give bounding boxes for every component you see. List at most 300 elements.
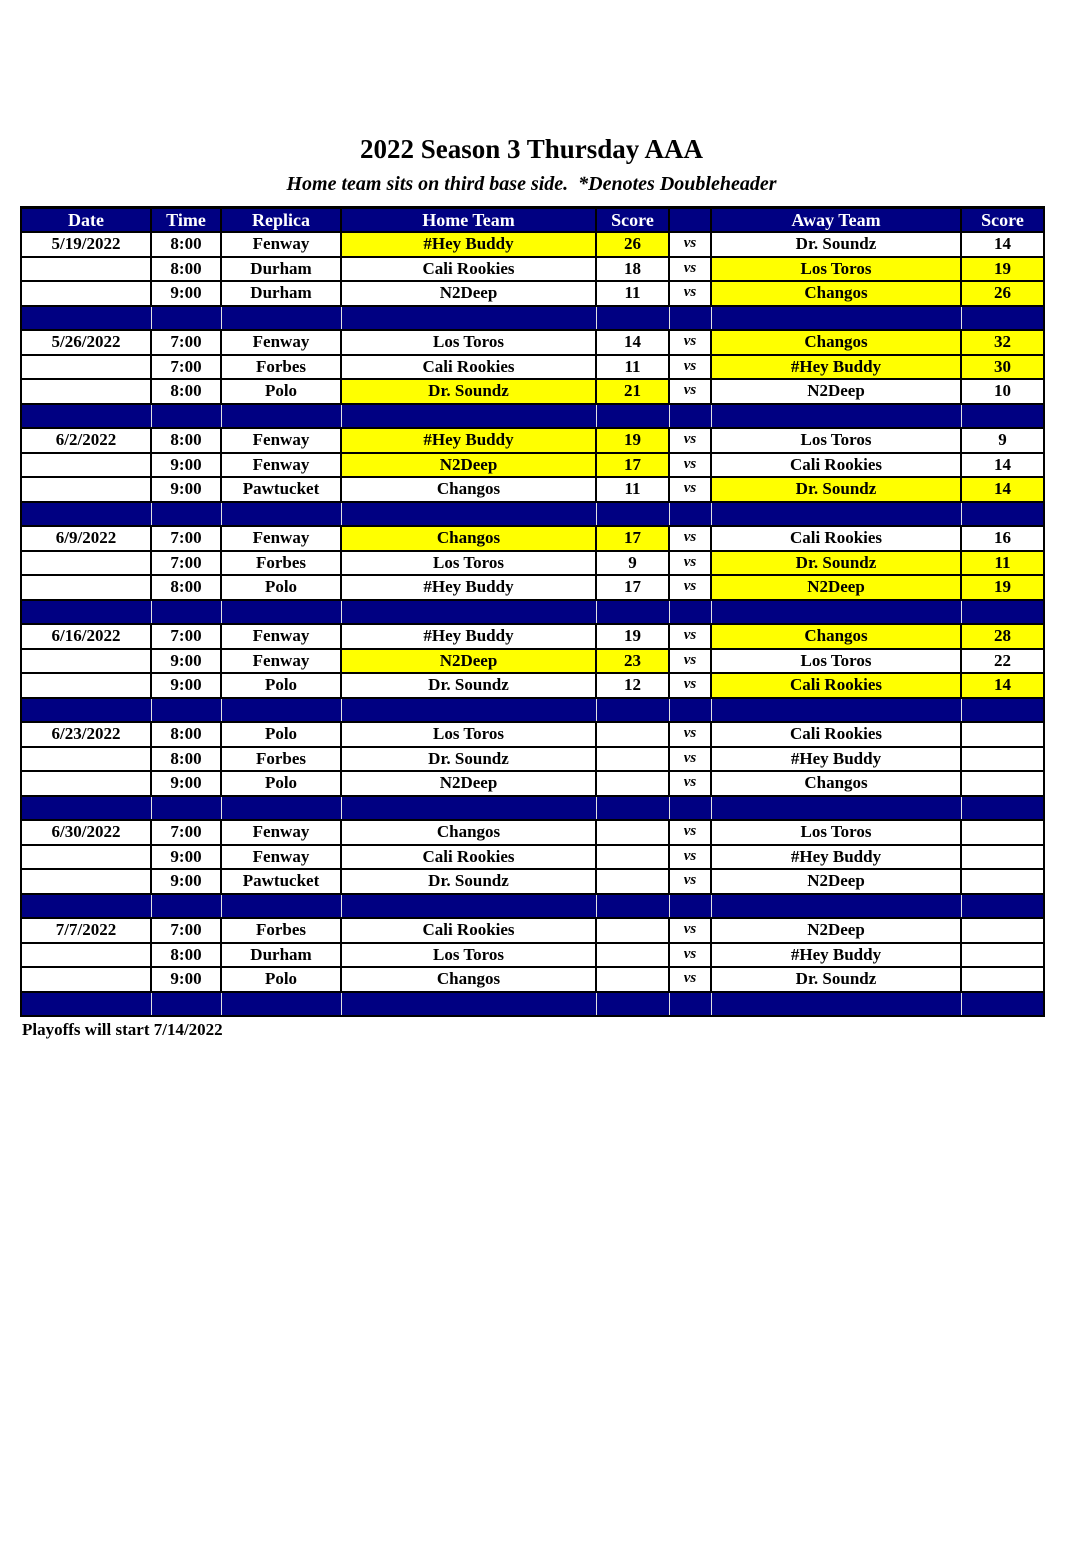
vs-cell: vs: [669, 575, 711, 600]
home-score-cell: 21: [596, 379, 669, 404]
home-score-cell: 26: [596, 232, 669, 257]
separator-cell: [221, 502, 341, 527]
replica-cell: Polo: [221, 771, 341, 796]
vs-cell: vs: [669, 453, 711, 478]
separator-cell: [151, 600, 221, 625]
time-cell: 9:00: [151, 281, 221, 306]
separator-row: [21, 600, 1044, 625]
away-team-cell: Los Toros: [711, 257, 961, 282]
column-header-away-score: Score: [961, 208, 1044, 233]
separator-cell: [961, 698, 1044, 723]
time-cell: 9:00: [151, 845, 221, 870]
game-row: [21, 526, 1044, 551]
separator-cell: [221, 404, 341, 429]
separator-cell: [151, 992, 221, 1017]
replica-cell: Forbes: [221, 551, 341, 576]
home-score-cell: [596, 771, 669, 796]
away-score-cell: [961, 747, 1044, 772]
game-row: [21, 943, 1044, 968]
home-score-cell: [596, 869, 669, 894]
game-row: [21, 869, 1044, 894]
away-score-cell: [961, 722, 1044, 747]
home-team-cell: N2Deep: [341, 281, 596, 306]
away-score-cell: 16: [961, 526, 1044, 551]
separator-row: [21, 502, 1044, 527]
time-cell: 7:00: [151, 820, 221, 845]
separator-row: [21, 306, 1044, 331]
home-team-cell: #Hey Buddy: [341, 624, 596, 649]
date-cell: 5/26/2022: [21, 330, 151, 355]
game-row: [21, 747, 1044, 772]
replica-cell: Fenway: [221, 330, 341, 355]
document-header: [20, 133, 1043, 197]
home-team-cell: Cali Rookies: [341, 845, 596, 870]
away-score-cell: [961, 918, 1044, 943]
schedule-table-body: [21, 232, 1044, 1016]
home-team-cell: Changos: [341, 477, 596, 502]
separator-cell: [21, 502, 151, 527]
time-cell: 9:00: [151, 649, 221, 674]
separator-cell: [669, 992, 711, 1017]
time-cell: 9:00: [151, 673, 221, 698]
vs-cell: vs: [669, 379, 711, 404]
separator-cell: [711, 306, 961, 331]
separator-cell: [341, 894, 596, 919]
away-score-cell: 9: [961, 428, 1044, 453]
schedule-table: [20, 206, 1045, 1017]
separator-cell: [341, 404, 596, 429]
away-score-cell: 14: [961, 453, 1044, 478]
separator-cell: [151, 698, 221, 723]
away-score-cell: 32: [961, 330, 1044, 355]
separator-cell: [596, 502, 669, 527]
separator-cell: [961, 404, 1044, 429]
home-team-cell: Dr. Soundz: [341, 747, 596, 772]
separator-cell: [596, 894, 669, 919]
separator-cell: [596, 992, 669, 1017]
away-team-cell: Dr. Soundz: [711, 551, 961, 576]
separator-cell: [221, 894, 341, 919]
date-cell: 6/23/2022: [21, 722, 151, 747]
away-score-cell: [961, 943, 1044, 968]
away-score-cell: 28: [961, 624, 1044, 649]
away-score-cell: [961, 869, 1044, 894]
date-cell: [21, 771, 151, 796]
home-team-cell: N2Deep: [341, 771, 596, 796]
separator-cell: [961, 600, 1044, 625]
home-score-cell: 23: [596, 649, 669, 674]
date-cell: [21, 355, 151, 380]
separator-cell: [961, 306, 1044, 331]
separator-cell: [711, 698, 961, 723]
game-row: [21, 845, 1044, 870]
separator-cell: [961, 796, 1044, 821]
home-team-cell: Changos: [341, 526, 596, 551]
separator-cell: [711, 894, 961, 919]
separator-cell: [669, 306, 711, 331]
vs-cell: vs: [669, 845, 711, 870]
home-score-cell: 12: [596, 673, 669, 698]
away-score-cell: 14: [961, 673, 1044, 698]
replica-cell: Forbes: [221, 355, 341, 380]
replica-cell: Durham: [221, 943, 341, 968]
time-cell: 8:00: [151, 428, 221, 453]
home-team-cell: N2Deep: [341, 453, 596, 478]
vs-cell: vs: [669, 355, 711, 380]
vs-cell: vs: [669, 428, 711, 453]
time-cell: 8:00: [151, 379, 221, 404]
separator-cell: [669, 796, 711, 821]
away-team-cell: #Hey Buddy: [711, 747, 961, 772]
home-score-cell: 17: [596, 453, 669, 478]
away-team-cell: N2Deep: [711, 869, 961, 894]
separator-cell: [596, 796, 669, 821]
time-cell: 8:00: [151, 232, 221, 257]
separator-row: [21, 698, 1044, 723]
date-cell: [21, 673, 151, 698]
page-subtitle: Home team sits on third base side. *Denotes Doubleheader: [286, 173, 777, 195]
separator-cell: [711, 404, 961, 429]
vs-cell: vs: [669, 232, 711, 257]
separator-row: [21, 404, 1044, 429]
replica-cell: Fenway: [221, 649, 341, 674]
date-cell: 6/30/2022: [21, 820, 151, 845]
game-row: [21, 257, 1044, 282]
vs-cell: vs: [669, 967, 711, 992]
home-team-cell: Dr. Soundz: [341, 379, 596, 404]
home-score-cell: 19: [596, 428, 669, 453]
time-cell: 7:00: [151, 551, 221, 576]
game-row: [21, 918, 1044, 943]
separator-cell: [221, 600, 341, 625]
home-team-cell: Cali Rookies: [341, 355, 596, 380]
date-cell: 6/16/2022: [21, 624, 151, 649]
away-score-cell: [961, 845, 1044, 870]
separator-cell: [21, 404, 151, 429]
date-cell: [21, 281, 151, 306]
date-cell: [21, 649, 151, 674]
replica-cell: Fenway: [221, 428, 341, 453]
time-cell: 7:00: [151, 918, 221, 943]
away-team-cell: #Hey Buddy: [711, 943, 961, 968]
home-score-cell: 14: [596, 330, 669, 355]
separator-cell: [711, 992, 961, 1017]
game-row: [21, 649, 1044, 674]
away-score-cell: 19: [961, 257, 1044, 282]
separator-cell: [596, 600, 669, 625]
away-team-cell: Cali Rookies: [711, 453, 961, 478]
time-cell: 9:00: [151, 477, 221, 502]
home-team-cell: Dr. Soundz: [341, 869, 596, 894]
game-row: [21, 551, 1044, 576]
replica-cell: Polo: [221, 967, 341, 992]
column-header-time: Time: [151, 208, 221, 233]
game-row: [21, 453, 1044, 478]
away-team-cell: Cali Rookies: [711, 722, 961, 747]
date-cell: [21, 747, 151, 772]
game-row: [21, 771, 1044, 796]
home-score-cell: 19: [596, 624, 669, 649]
home-score-cell: 11: [596, 355, 669, 380]
away-team-cell: #Hey Buddy: [711, 355, 961, 380]
date-cell: 6/2/2022: [21, 428, 151, 453]
page-title: 2022 Season 3 Thursday AAA: [359, 134, 704, 164]
game-row: [21, 281, 1044, 306]
game-row: [21, 624, 1044, 649]
separator-cell: [221, 306, 341, 331]
separator-cell: [596, 306, 669, 331]
time-cell: 9:00: [151, 453, 221, 478]
away-team-cell: N2Deep: [711, 918, 961, 943]
vs-cell: vs: [669, 649, 711, 674]
away-score-cell: [961, 820, 1044, 845]
game-row: [21, 232, 1044, 257]
home-score-cell: [596, 918, 669, 943]
vs-cell: vs: [669, 624, 711, 649]
separator-cell: [151, 404, 221, 429]
home-score-cell: [596, 845, 669, 870]
replica-cell: Fenway: [221, 453, 341, 478]
separator-cell: [711, 600, 961, 625]
separator-cell: [596, 698, 669, 723]
game-row: [21, 428, 1044, 453]
separator-cell: [961, 502, 1044, 527]
game-row: [21, 673, 1044, 698]
date-cell: [21, 943, 151, 968]
column-header-date: Date: [21, 208, 151, 233]
game-row: [21, 967, 1044, 992]
separator-cell: [221, 698, 341, 723]
away-score-cell: 30: [961, 355, 1044, 380]
replica-cell: Durham: [221, 281, 341, 306]
game-row: [21, 330, 1044, 355]
separator-cell: [669, 404, 711, 429]
time-cell: 7:00: [151, 355, 221, 380]
away-team-cell: Dr. Soundz: [711, 477, 961, 502]
separator-cell: [341, 992, 596, 1017]
vs-cell: vs: [669, 943, 711, 968]
away-team-cell: Changos: [711, 281, 961, 306]
replica-cell: Fenway: [221, 232, 341, 257]
home-team-cell: Cali Rookies: [341, 257, 596, 282]
away-team-cell: N2Deep: [711, 575, 961, 600]
away-score-cell: 10: [961, 379, 1044, 404]
column-header-vs: [669, 208, 711, 233]
away-score-cell: [961, 967, 1044, 992]
away-team-cell: Dr. Soundz: [711, 967, 961, 992]
replica-cell: Pawtucket: [221, 869, 341, 894]
home-team-cell: Los Toros: [341, 551, 596, 576]
home-team-cell: Changos: [341, 967, 596, 992]
home-team-cell: Cali Rookies: [341, 918, 596, 943]
vs-cell: vs: [669, 869, 711, 894]
separator-cell: [341, 306, 596, 331]
home-team-cell: Los Toros: [341, 330, 596, 355]
home-team-cell: N2Deep: [341, 649, 596, 674]
replica-cell: Durham: [221, 257, 341, 282]
time-cell: 8:00: [151, 257, 221, 282]
separator-cell: [151, 306, 221, 331]
home-team-cell: #Hey Buddy: [341, 232, 596, 257]
away-team-cell: N2Deep: [711, 379, 961, 404]
time-cell: 9:00: [151, 967, 221, 992]
game-row: [21, 477, 1044, 502]
separator-row: [21, 796, 1044, 821]
date-cell: [21, 477, 151, 502]
time-cell: 7:00: [151, 330, 221, 355]
home-team-cell: Changos: [341, 820, 596, 845]
date-cell: 5/19/2022: [21, 232, 151, 257]
away-score-cell: [961, 771, 1044, 796]
separator-cell: [961, 894, 1044, 919]
separator-row: [21, 894, 1044, 919]
replica-cell: Polo: [221, 673, 341, 698]
away-score-cell: 19: [961, 575, 1044, 600]
time-cell: 7:00: [151, 624, 221, 649]
home-score-cell: 11: [596, 281, 669, 306]
away-team-cell: Los Toros: [711, 428, 961, 453]
separator-cell: [151, 796, 221, 821]
column-header-replica: Replica: [221, 208, 341, 233]
date-cell: [21, 869, 151, 894]
time-cell: 8:00: [151, 575, 221, 600]
date-cell: 6/9/2022: [21, 526, 151, 551]
separator-cell: [341, 502, 596, 527]
date-cell: [21, 845, 151, 870]
vs-cell: vs: [669, 820, 711, 845]
time-cell: 9:00: [151, 771, 221, 796]
replica-cell: Fenway: [221, 845, 341, 870]
vs-cell: vs: [669, 257, 711, 282]
date-cell: [21, 551, 151, 576]
replica-cell: Polo: [221, 575, 341, 600]
column-header-home-score: Score: [596, 208, 669, 233]
separator-row: [21, 992, 1044, 1017]
separator-cell: [151, 894, 221, 919]
separator-cell: [21, 992, 151, 1017]
vs-cell: vs: [669, 918, 711, 943]
away-team-cell: Changos: [711, 330, 961, 355]
away-team-cell: Los Toros: [711, 649, 961, 674]
date-cell: [21, 453, 151, 478]
game-row: [21, 820, 1044, 845]
vs-cell: vs: [669, 673, 711, 698]
column-header-away-team: Away Team: [711, 208, 961, 233]
date-cell: [21, 257, 151, 282]
vs-cell: vs: [669, 722, 711, 747]
game-row: [21, 379, 1044, 404]
time-cell: 7:00: [151, 526, 221, 551]
home-score-cell: [596, 820, 669, 845]
separator-cell: [669, 698, 711, 723]
separator-cell: [961, 992, 1044, 1017]
replica-cell: Polo: [221, 722, 341, 747]
date-cell: [21, 967, 151, 992]
home-team-cell: Los Toros: [341, 943, 596, 968]
date-cell: [21, 379, 151, 404]
table-header-row: [21, 208, 1044, 233]
vs-cell: vs: [669, 281, 711, 306]
home-score-cell: 17: [596, 575, 669, 600]
home-team-cell: #Hey Buddy: [341, 428, 596, 453]
home-score-cell: [596, 967, 669, 992]
vs-cell: vs: [669, 477, 711, 502]
time-cell: 8:00: [151, 722, 221, 747]
replica-cell: Fenway: [221, 526, 341, 551]
separator-cell: [341, 796, 596, 821]
replica-cell: Forbes: [221, 918, 341, 943]
separator-cell: [341, 600, 596, 625]
column-header-home-team: Home Team: [341, 208, 596, 233]
separator-cell: [341, 698, 596, 723]
vs-cell: vs: [669, 747, 711, 772]
home-score-cell: 17: [596, 526, 669, 551]
replica-cell: Polo: [221, 379, 341, 404]
time-cell: 8:00: [151, 943, 221, 968]
home-score-cell: 9: [596, 551, 669, 576]
vs-cell: vs: [669, 551, 711, 576]
home-score-cell: 18: [596, 257, 669, 282]
separator-cell: [711, 796, 961, 821]
separator-cell: [21, 600, 151, 625]
away-team-cell: Dr. Soundz: [711, 232, 961, 257]
vs-cell: vs: [669, 526, 711, 551]
home-score-cell: 11: [596, 477, 669, 502]
separator-cell: [21, 796, 151, 821]
date-cell: [21, 575, 151, 600]
time-cell: 9:00: [151, 869, 221, 894]
separator-cell: [596, 404, 669, 429]
away-team-cell: Cali Rookies: [711, 673, 961, 698]
time-cell: 8:00: [151, 747, 221, 772]
away-team-cell: #Hey Buddy: [711, 845, 961, 870]
separator-cell: [669, 894, 711, 919]
separator-cell: [669, 600, 711, 625]
separator-cell: [669, 502, 711, 527]
home-team-cell: Dr. Soundz: [341, 673, 596, 698]
vs-cell: vs: [669, 771, 711, 796]
home-score-cell: [596, 943, 669, 968]
separator-cell: [151, 502, 221, 527]
home-team-cell: #Hey Buddy: [341, 575, 596, 600]
home-score-cell: [596, 747, 669, 772]
vs-cell: vs: [669, 330, 711, 355]
replica-cell: Fenway: [221, 624, 341, 649]
away-team-cell: Cali Rookies: [711, 526, 961, 551]
replica-cell: Forbes: [221, 747, 341, 772]
separator-cell: [21, 894, 151, 919]
replica-cell: Fenway: [221, 820, 341, 845]
home-team-cell: Los Toros: [341, 722, 596, 747]
separator-cell: [221, 796, 341, 821]
away-score-cell: 14: [961, 477, 1044, 502]
away-team-cell: Los Toros: [711, 820, 961, 845]
home-score-cell: [596, 722, 669, 747]
away-score-cell: 11: [961, 551, 1044, 576]
away-score-cell: 26: [961, 281, 1044, 306]
separator-cell: [711, 502, 961, 527]
replica-cell: Pawtucket: [221, 477, 341, 502]
away-score-cell: 22: [961, 649, 1044, 674]
date-cell: 7/7/2022: [21, 918, 151, 943]
separator-cell: [21, 698, 151, 723]
away-score-cell: 14: [961, 232, 1044, 257]
separator-cell: [21, 306, 151, 331]
separator-cell: [221, 992, 341, 1017]
away-team-cell: Changos: [711, 771, 961, 796]
away-team-cell: Changos: [711, 624, 961, 649]
game-row: [21, 575, 1044, 600]
